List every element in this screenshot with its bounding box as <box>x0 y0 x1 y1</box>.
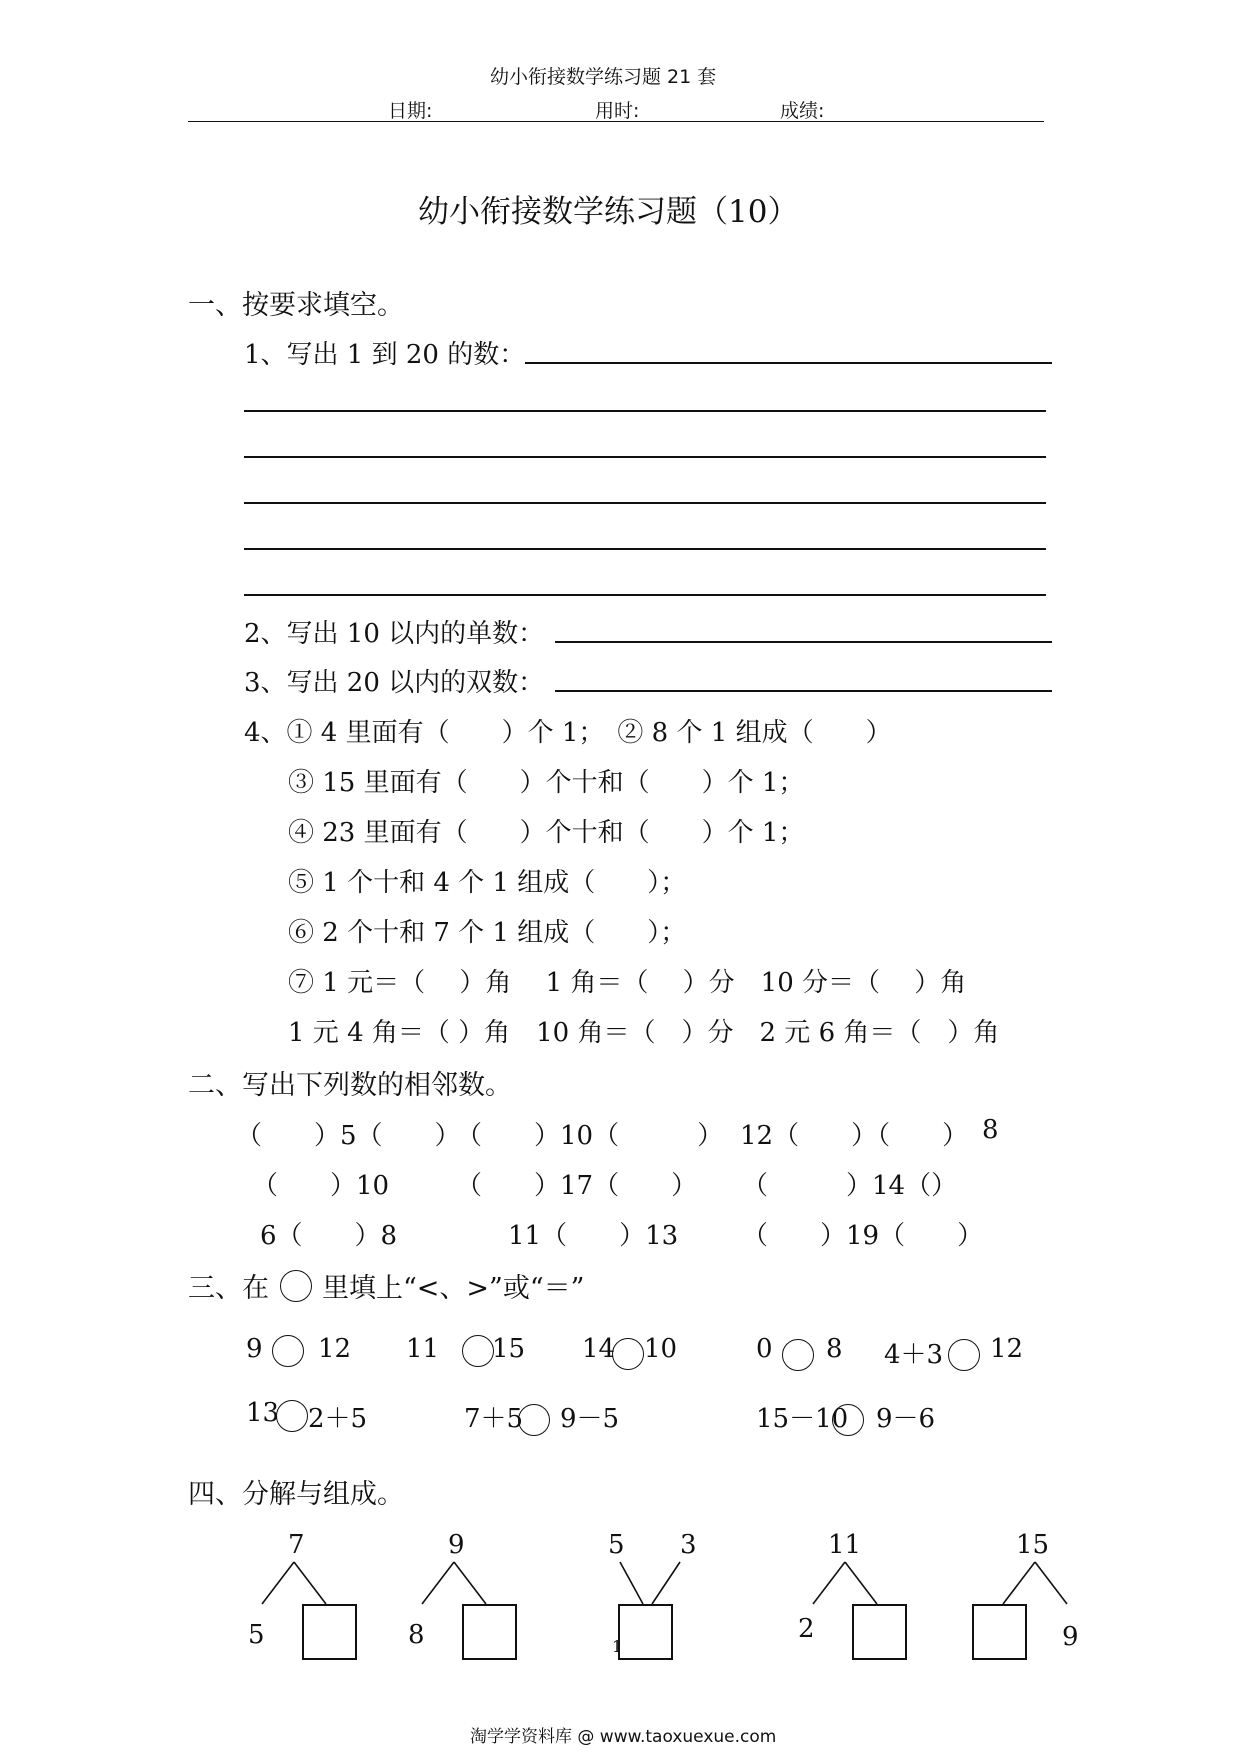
section3-heading-post: 里填上“<、>”或“＝” <box>322 1273 585 1304</box>
compare-right: 12 <box>318 1334 352 1364</box>
compare-right: 9－6 <box>876 1404 936 1434</box>
question-4-line4: ⑤ 1 个十和 4 个 1 组成（ ）； <box>288 868 687 898</box>
tree-left-number: 5 <box>248 1620 265 1650</box>
tree-left-number: 2 <box>798 1614 815 1644</box>
score-label: 成绩: <box>780 100 825 122</box>
compare-left: 7＋5 <box>464 1404 524 1434</box>
tree-top-number: 9 <box>448 1530 465 1560</box>
date-label: 日期: <box>388 100 433 122</box>
section4-heading: 四、分解与组成。 <box>188 1479 404 1510</box>
neighbor-item: （ ）10 <box>252 1171 390 1201</box>
answer-box[interactable] <box>302 1604 357 1660</box>
neighbor-item: 6（ ）8 <box>260 1221 398 1251</box>
compare-left: 14 <box>582 1334 616 1364</box>
answer-box[interactable] <box>462 1604 517 1660</box>
time-label: 用时: <box>595 100 640 122</box>
question-4-line7: 1 元 4 角＝（ ）角 10 角＝（ ）分 2 元 6 角＝（ ）角 <box>288 1018 1000 1048</box>
compare-left: 11 <box>406 1334 440 1364</box>
tree-top-number: 11 <box>828 1530 862 1560</box>
page-number: 1 <box>612 1637 623 1656</box>
compare-right: 10 <box>644 1334 678 1364</box>
answer-box[interactable] <box>972 1604 1027 1660</box>
tree-left-number: 5 <box>608 1530 625 1560</box>
neighbor-item: （ ）14（） <box>742 1171 958 1201</box>
neighbor-item: （ ）10（ ） <box>456 1121 724 1151</box>
answer-box[interactable] <box>618 1604 673 1660</box>
answer-box[interactable] <box>852 1604 907 1660</box>
tree-top-number: 15 <box>1016 1530 1050 1560</box>
compare-right: 9－5 <box>560 1404 620 1434</box>
tree-left-number: 8 <box>408 1620 425 1650</box>
compare-left: 9 <box>246 1334 263 1364</box>
section2-heading: 二、写出下列数的相邻数。 <box>188 1070 512 1101</box>
series-title: 幼小衔接数学练习题 21 套 <box>490 66 717 88</box>
neighbor-item: 8 <box>982 1115 999 1145</box>
question-4-line5: ⑥ 2 个十和 7 个 1 组成（ ）； <box>288 918 687 948</box>
question-4-line6: ⑦ 1 元＝（ ）角 1 角＝（ ）分 10 分＝（ ）角 <box>288 968 967 998</box>
compare-left: 4＋3 <box>884 1340 944 1370</box>
question-4-line3: ④ 23 里面有（ ）个十和（ ）个 1； <box>288 818 805 848</box>
page-title: 幼小衔接数学练习题（10） <box>418 194 799 230</box>
neighbor-item: 11（ ）13 <box>508 1221 679 1251</box>
tree-right-number: 3 <box>680 1530 697 1560</box>
question-4-line2: ③ 15 里面有（ ）个十和（ ）个 1； <box>288 768 805 798</box>
tree-right-number: 9 <box>1062 1622 1079 1652</box>
compare-right: 8 <box>826 1334 843 1364</box>
question-3: 3、写出 20 以内的双数： <box>244 668 545 698</box>
neighbor-item: （ ）19（ ） <box>742 1221 984 1251</box>
question-4-line1: 4、① 4 里面有（ ）个 1； ② 8 个 1 组成（ ） <box>244 718 892 748</box>
neighbor-item: （ ）5（ ） <box>236 1121 461 1151</box>
tree-top-number: 7 <box>288 1530 305 1560</box>
compare-right: 12 <box>990 1334 1024 1364</box>
footer-text: 淘学学资料库 @ www.taoxuexue.com <box>470 1727 777 1747</box>
neighbor-item: （ ）17（ ） <box>456 1171 698 1201</box>
neighbor-item: 12（ ）（ ） <box>740 1121 969 1151</box>
compare-right: 15 <box>492 1334 526 1364</box>
section3-heading-pre: 三、在 <box>188 1273 269 1304</box>
question-2: 2、写出 10 以内的单数： <box>244 619 545 649</box>
section1-heading: 一、按要求填空。 <box>188 290 404 321</box>
question-1: 1、写出 1 到 20 的数： <box>244 340 526 370</box>
compare-left: 0 <box>756 1334 773 1364</box>
compare-right: 2＋5 <box>308 1404 368 1434</box>
compare-left: 13 <box>246 1398 280 1428</box>
compare-left: 15－10 <box>756 1404 849 1434</box>
